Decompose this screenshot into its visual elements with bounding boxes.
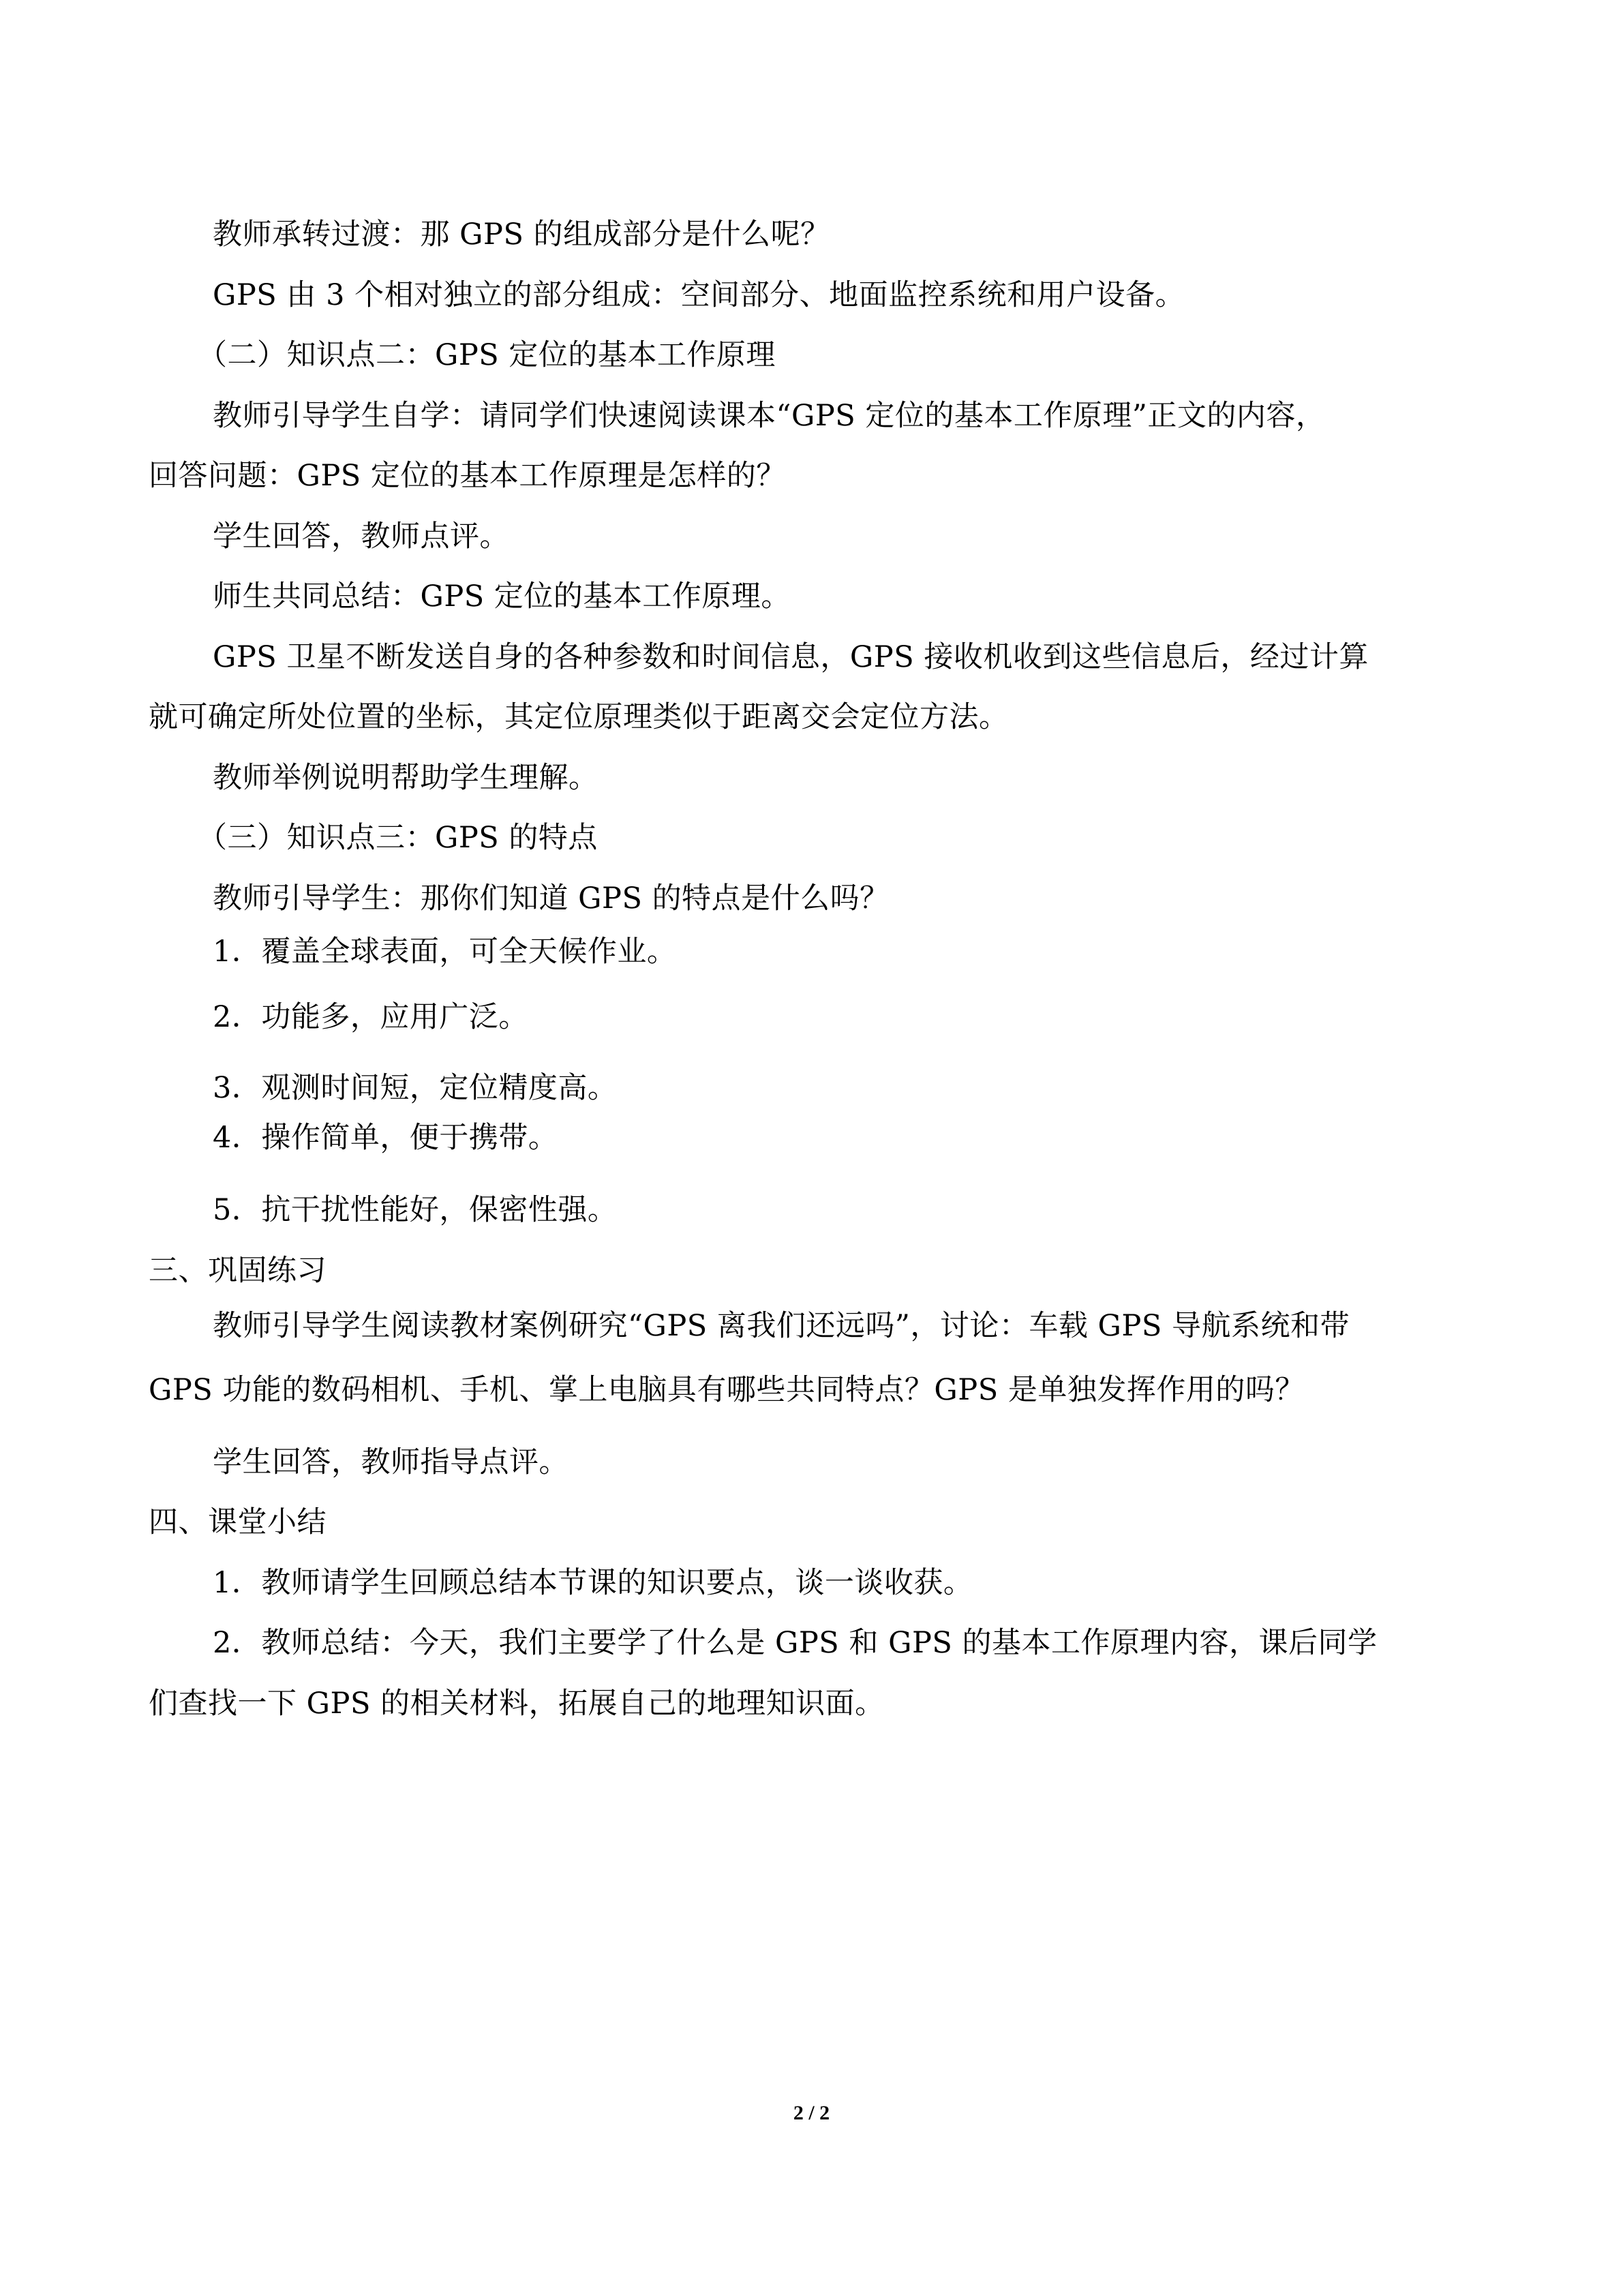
- page-number: 2 / 2: [793, 2102, 830, 2124]
- paragraph-line: 教师引导学生：那你们知道 GPS 的特点是什么吗？: [213, 881, 890, 916]
- section-heading: 三、巩固练习: [149, 1254, 327, 1288]
- paragraph-line: GPS 卫星不断发送自身的各种参数和时间信息，GPS 接收机收到这些信息后，经过计算: [213, 640, 1369, 674]
- list-item: 3．观测时间短，定位精度高。: [213, 1071, 618, 1105]
- paragraph-line: 学生回答，教师指导点评。: [213, 1445, 568, 1479]
- paragraph-line: GPS 由 3 个相对独立的部分组成：空间部分、地面监控系统和用户设备。: [213, 278, 1185, 312]
- paragraph-line: 回答问题：GPS 定位的基本工作原理是怎样的？: [149, 459, 786, 493]
- paragraph-line: 教师引导学生阅读教材案例研究“GPS 离我们还远吗”，讨论：车载 GPS 导航系统和带: [213, 1309, 1350, 1343]
- paragraph-line: 教师举例说明帮助学生理解。: [213, 761, 598, 795]
- paragraph-line: 师生共同总结：GPS 定位的基本工作原理。: [213, 579, 791, 614]
- paragraph-line: 教师引导学生自学：请同学们快速阅读课本“GPS 定位的基本工作原理”正文的内容，: [213, 399, 1326, 433]
- paragraph-line: 教师承转过渡：那 GPS 的组成部分是什么呢？: [213, 217, 830, 252]
- list-item: 5．抗干扰性能好，保密性强。: [213, 1193, 618, 1227]
- paragraph-line: 学生回答，教师点评。: [213, 519, 509, 554]
- list-item: 1．教师请学生回顾总结本节课的知识要点，谈一谈收获。: [213, 1566, 973, 1600]
- paragraph-line: 就可确定所处位置的坐标，其定位原理类似于距离交会定位方法。: [149, 700, 1009, 734]
- paragraph-line: GPS 功能的数码相机、手机、掌上电脑具有哪些共同特点？GPS 是单独发挥作用的吗？: [149, 1373, 1305, 1407]
- section-heading: 四、课堂小结: [149, 1505, 327, 1539]
- paragraph-line: 们查找一下 GPS 的相关材料，拓展自己的地理知识面。: [149, 1687, 885, 1721]
- list-item: 2．教师总结：今天，我们主要学了什么是 GPS 和 GPS 的基本工作原理内容，课后同学: [213, 1626, 1378, 1660]
- section-heading: （三）知识点三：GPS 的特点: [198, 821, 598, 855]
- list-item: 1．覆盖全球表面，可全天候作业。: [213, 935, 677, 969]
- section-heading: （二）知识点二：GPS 定位的基本工作原理: [198, 338, 776, 372]
- list-item: 2．功能多，应用广泛。: [213, 1000, 528, 1034]
- list-item: 4．操作简单，便于携带。: [213, 1121, 558, 1155]
